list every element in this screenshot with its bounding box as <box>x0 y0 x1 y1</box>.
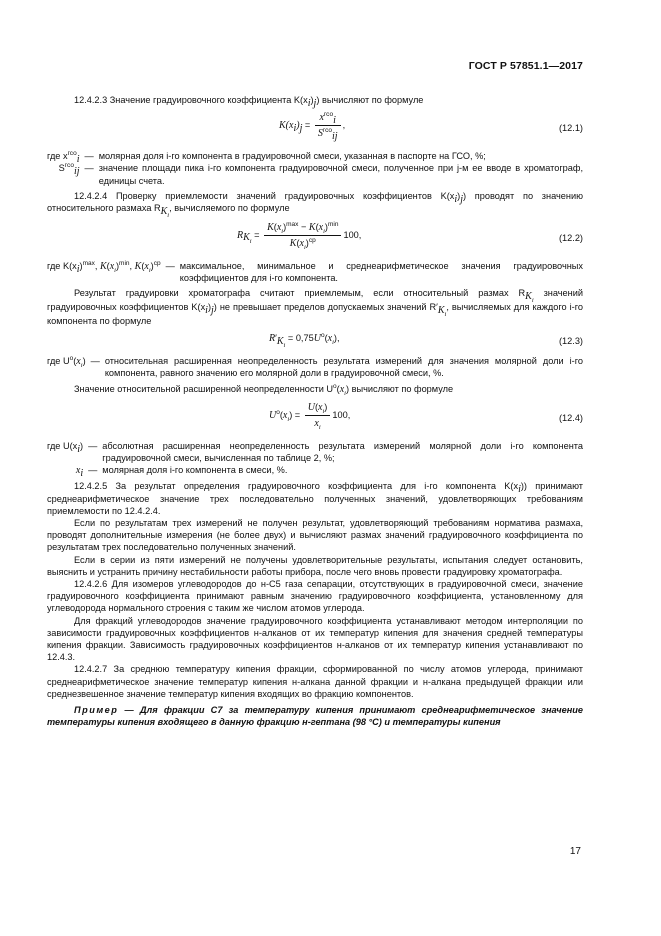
equation-number: (12.2) <box>558 232 583 243</box>
paragraph-repeat: Если по результатам трех измерений не получен результат, удовлетворяющий требованиям норматива размаха, проводят дополнительные измерения (не более двух) и вычисляют размах значений градуировочного коэффициента по результатам трех последовательно полученных значений. <box>47 517 583 553</box>
formula-12-1: $K(x_i)_j$ = $\frac{x^{гсо}_i}{S^{гсо}_{ij}}$ , (12.1) <box>279 111 583 143</box>
paragraph-acceptance: Результат градуировки хроматографа считают приемлемым, если относительный размах $R_{K_i}$ значений градуировочных коэффициентов $K(x_i)_j$) не превышает пределов допускаемых значений $R'_{K_i}$, вычисляемых для каждого i-го компонента по формуле <box>47 288 584 326</box>
formula-12-4: $U^o(x_i)$ = $\frac{U(x_i)}{x_i}$ 100, (12.4) <box>269 401 583 431</box>
document-body <box>47 94 583 728</box>
paragraph-12-4-2-7: 12.4.2.7 За среднюю температуру кипения фракции, сформированной по числу атомов углерода, принимают среднеарифметическое значение температур кипения н-алкана данной фракции и н-алкана предыдущей фракции или среднезвешенное значение температур кипения входящих во фракцию компонентов. <box>47 664 583 699</box>
fraction: $\frac{x^{гсо}_i}{S^{гсо}_{ij}}$ <box>315 111 341 140</box>
paragraph-12-4-2-6: 12.4.2.6 Для изомеров углеводородов до н-С5 газа сепарации, отсутствующих в градуировочной смеси, значение градуировочного коэффициента принимают равным значению градуировочного коэффициента, установленному для углеводорода нормального строения с таким же числом атомов углерода. <box>47 578 583 614</box>
equation-number: (12.1) <box>558 123 583 134</box>
equation-number: (12.4) <box>558 412 583 423</box>
paragraph-12-4-2-5: 12.4.2.5 За результат определения градуировочного коэффициента для i-го компонента $K(x_i)$) принимают среднеарифметическое значение трех последовательно полученных значений, удовлетворяющих требованиям приемлемости по 12.4.2.4. <box>47 481 583 516</box>
paragraph-12-4-2-3: 12.4.2.3 Значение градуировочного коэффициента $K(x_i)_j$) вычисляют по формуле <box>74 95 424 109</box>
paragraph-uncertainty: Значение относительной расширенной неопределенности $U^o(x_i)$ вычисляют по формуле <box>74 382 454 397</box>
example-note: Пример — Для фракции С7 за температуру кипения принимают среднеарифметическое значение температуры кипения входящего в данную фракцию н-гептана (98 °С) и температуры кипения <box>47 704 583 728</box>
definition-list-1: где $x^{гсо}_i$ — молярная доля i-го компонента в градуировочной смеси, указанная в паспорте на ГСО, %; $S^{гсо}_{ij}$ — значение площади пика i-го компонента градуировочной смеси, полученное при j-м ее вводе в хроматограф, единицы счета. <box>47 150 583 186</box>
fraction: $\frac{U(x_i)}{x_i}$ <box>305 401 331 430</box>
fraction: $\frac{K(x_i)^{max} - K(x_i)^{min}}{K(x_i)^{ср}}$ <box>264 221 341 250</box>
paragraph-fractions: Для фракций углеводородов значение градуировочного коэффициента устанавливают методом интерполяции по зависимости градуировочных коэффициентов н-алканов от их температур кипения для значения средней температуры кипения фракции. Зависимость градуировочных коэффициентов н-алканов от их температур кипения устанавливают по 12.4.3. <box>47 615 583 663</box>
paragraph-stop: Если в серии из пяти измерений не получены удовлетворительные результаты, испытания следует остановить, выяснить и устранить причину нестабильности работы прибора, после чего вновь провести градуировку хроматографа. <box>47 554 583 577</box>
paragraph-12-4-2-4: 12.4.2.4 Проверку приемлемости значений градуировочных коэффициентов $K(x_i)_j$) проводят по значению относительного размаха $R_{K_i}$, вычисляемого по формуле <box>47 190 583 219</box>
definition-list-3: где $U^o(x_i)$ — относительная расширенная неопределенность результата измерений для значения молярной доли i-го компонента, равного значению его молярной доли в градуировочной смеси, %. <box>47 355 583 379</box>
definition-list-4: где $U(x_i)$ — абсолютная расширенная неопределенность результата измерений молярной доли i-го компонента градуировочной смеси, вычисленная по таблице 2, %; $x_i$ — молярная доля i-го компонента в смеси, %. <box>47 440 583 479</box>
page-number: 17 <box>569 846 581 857</box>
definition-list-2: где $K(x_i)^{max}$, $K(x_i)^{min}$, $K(x_i)^{ср}$ — максимальное, минимальное и среднеарифметическое значения градуировочных коэффициентов для i-го компонента. <box>47 259 583 284</box>
equation-number: (12.3) <box>558 336 583 347</box>
standard-header: ГОСТ Р 57851.1—2017 <box>468 60 583 72</box>
formula-12-2: $R_{K_i}$ = $\frac{K(x_i)^{max} - K(x_i)^{min}}{K(x_i)^{ср}}$ 100, (12.2) <box>237 220 583 252</box>
formula-12-3: $R'_{K_i} = 0,75U^o(x_i)$, (12.3) <box>269 332 583 349</box>
